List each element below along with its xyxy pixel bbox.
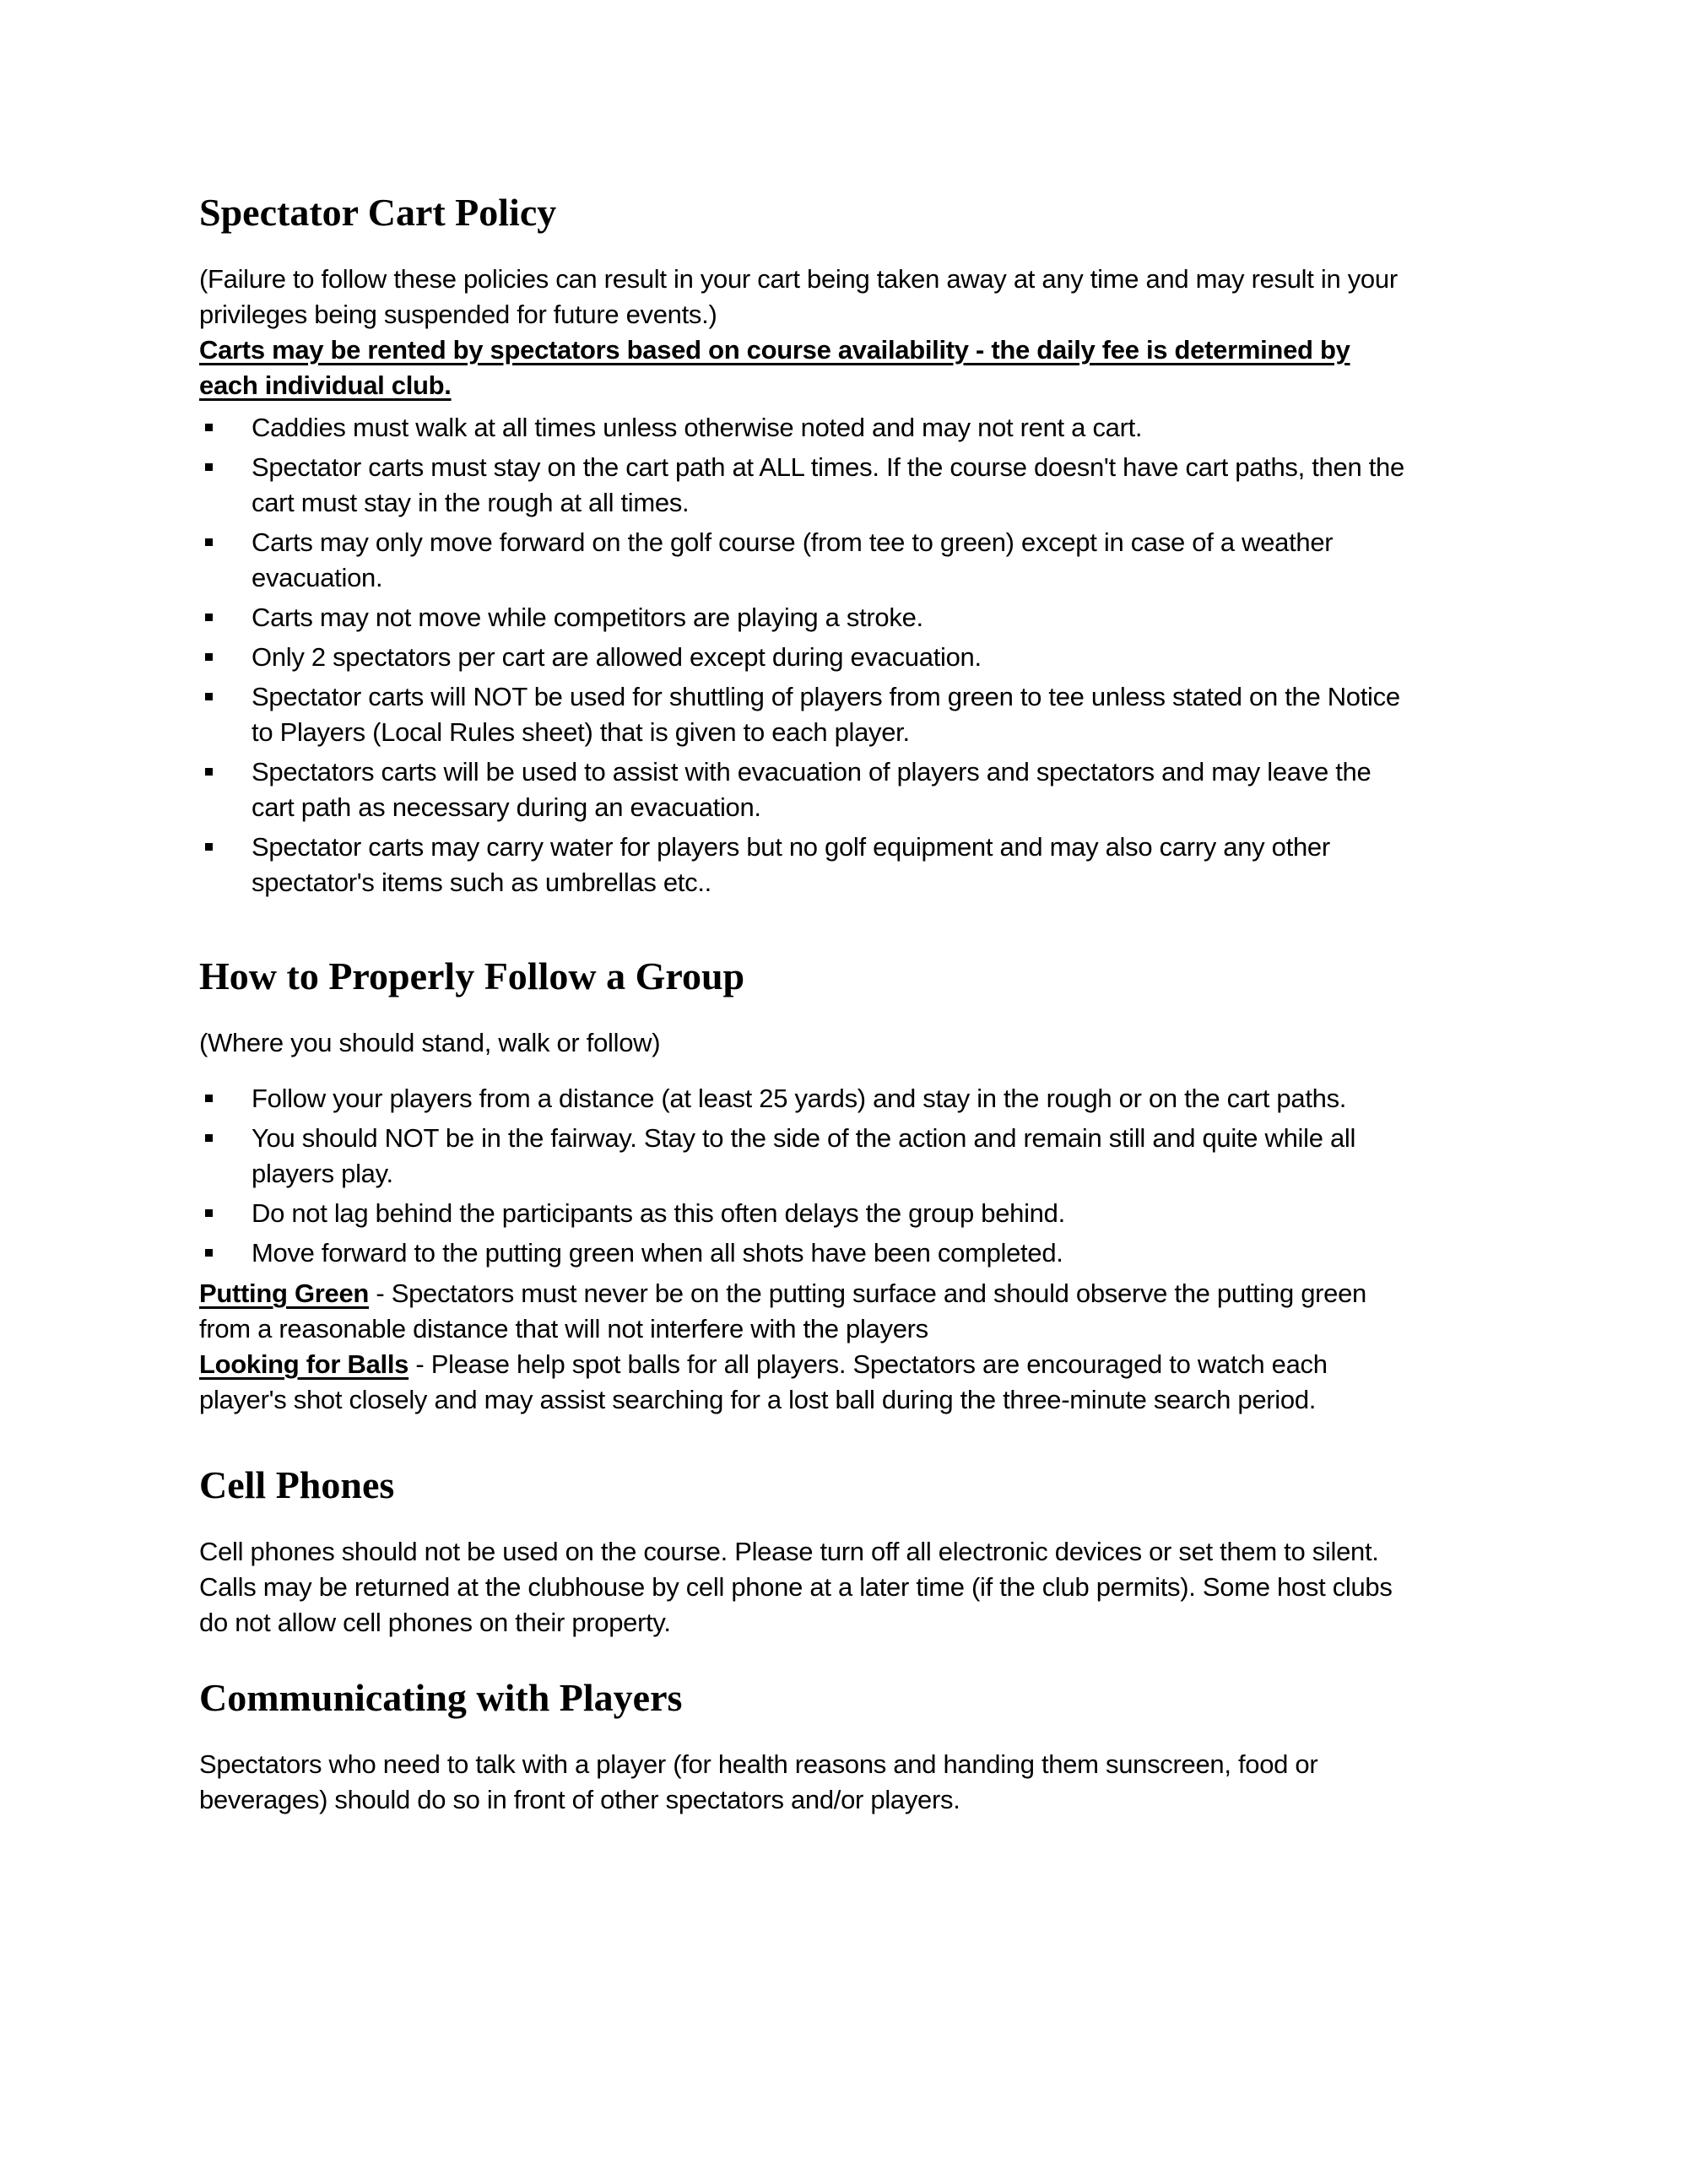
follow-rule-item [199, 1196, 1406, 1231]
cart-rule-text: Caddies must walk at all times unless otherwise noted and may not rent a cart. [252, 413, 1143, 442]
bullet-square-icon [205, 693, 213, 700]
follow-rule-item [199, 1235, 1406, 1271]
looking-for-balls-label: Looking for Balls [199, 1349, 409, 1379]
bullet-square-icon [205, 1209, 213, 1217]
cart-rule-text: Spectator carts may carry water for players but no golf equipment and may also carry any other spectator's items such as umbrellas etc.. [252, 832, 1330, 897]
follow-rule-item [199, 1121, 1406, 1192]
cart-rule-text: Only 2 spectators per cart are allowed except during evacuation. [252, 642, 982, 672]
bullet-square-icon [205, 1249, 213, 1257]
cart-rental-notice: Carts may be rented by spectators based on course availability - the daily fee is determined by each individual club. [199, 335, 1350, 400]
cart-rule-text: Spectators carts will be used to assist with evacuation of players and spectators and may leave the cart path as necessary during an evacuation. [252, 757, 1372, 822]
bullet-square-icon [205, 1095, 213, 1102]
communicating-heading: Communicating with Players [199, 1676, 683, 1719]
cart-rule-text: Carts may only move forward on the golf course (from tee to green) except in case of a weather evacuation. [252, 527, 1334, 592]
looking-for-balls-note [199, 1347, 1406, 1418]
bullet-square-icon [205, 424, 213, 431]
putting-green-label: Putting Green [199, 1279, 370, 1308]
cart-rule-item [199, 679, 1406, 750]
cart-policy-rules-list [199, 410, 1406, 900]
bullet-square-icon [205, 538, 213, 546]
putting-green-text: - Spectators must never be on the putting surface and should observe the putting green from a reasonable distance that will not interfere with the players [199, 1279, 1366, 1343]
cart-rule-item [199, 450, 1406, 521]
communicating-text: Spectators who need to talk with a player (for health reasons and handing them sunscreen, food or beverages) should do so in front of other spectators and/or players. [199, 1749, 1318, 1814]
bullet-square-icon [205, 463, 213, 471]
cart-rule-item [199, 830, 1406, 900]
cart-rule-item [199, 754, 1406, 825]
follow-rule-item [199, 1081, 1406, 1116]
cart-rule-item [199, 410, 1406, 446]
looking-for-balls-text: - Please help spot balls for all players. Spectators are encouraged to watch each player's shot closely and may assist searching for a lost ball during the three-minute search period. [199, 1349, 1328, 1414]
putting-green-note [199, 1276, 1406, 1347]
cart-policy-heading: Spectator Cart Policy [199, 191, 557, 234]
follow-rule-text: Move forward to the putting green when all shots have been completed. [252, 1238, 1063, 1268]
follow-rule-text: Do not lag behind the participants as this often delays the group behind. [252, 1198, 1065, 1228]
cart-policy-intro: (Failure to follow these policies can result in your cart being taken away at any time and may result in your privileges being suspended for future events.) [199, 264, 1398, 329]
cart-rule-text: Spectator carts will NOT be used for shuttling of players from green to tee unless stated on the Notice to Players (Local Rules sheet) that is given to each player. [252, 682, 1400, 747]
follow-group-rules-list [199, 1081, 1406, 1271]
follow-rule-text: Follow your players from a distance (at least 25 yards) and stay in the rough or on the cart paths. [252, 1084, 1347, 1113]
cart-rule-text: Spectator carts must stay on the cart path at ALL times. If the course doesn't have cart paths, then the cart must stay in the rough at all times. [252, 452, 1404, 517]
cart-rule-text: Carts may not move while competitors are playing a stroke. [252, 603, 923, 632]
bullet-square-icon [205, 653, 213, 661]
follow-group-heading: How to Properly Follow a Group [199, 954, 745, 997]
cart-rule-item [199, 600, 1406, 635]
cell-phones-text: Cell phones should not be used on the course. Please turn off all electronic devices or set them to silent. Calls may be returned at the clubhouse by cell phone at a later time (if the club permits). Some host clubs do not allow cell phones on their property. [199, 1537, 1393, 1637]
follow-rule-text: You should NOT be in the fairway. Stay to the side of the action and remain still and quite while all players play. [252, 1123, 1356, 1188]
bullet-square-icon [205, 768, 213, 776]
cart-rule-item [199, 525, 1406, 596]
bullet-square-icon [205, 1134, 213, 1142]
bullet-square-icon [205, 614, 213, 621]
bullet-square-icon [205, 843, 213, 851]
cell-phones-heading: Cell Phones [199, 1463, 395, 1506]
cart-rule-item [199, 640, 1406, 675]
follow-group-subtitle: (Where you should stand, walk or follow) [199, 1028, 661, 1057]
